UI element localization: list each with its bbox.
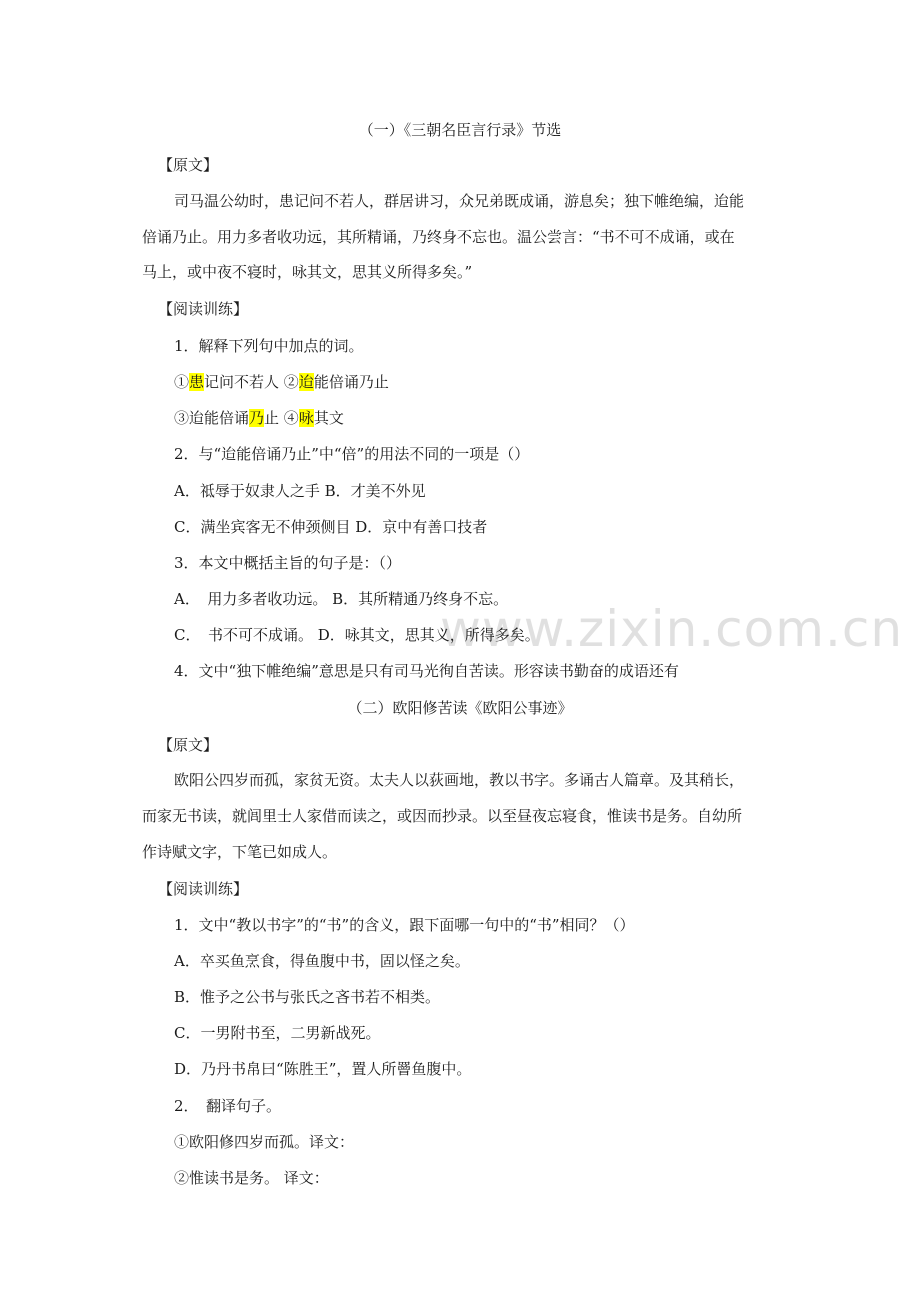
section2-text-line-2: 而家无书读，就闾里士人家借而读之，或因而抄录。以至昼夜忘寝食，惟读书是务。自幼所 [142, 807, 743, 825]
section1-yuanwen-label: 【原文】 [158, 156, 219, 174]
section2-training-label: 【阅读训练】 [158, 880, 249, 898]
q1-item-a-highlight: 患 [189, 373, 205, 391]
section2-q2-item-b: ②惟读书是务。 译文： [174, 1169, 329, 1187]
section1-text-line-3: 马上，或中夜不寝时，咏其文，思其义所得多矣。” [142, 263, 473, 281]
q1-item-d-rest: 其文 [313, 409, 344, 427]
q1-item-b-highlight: 迨 [298, 373, 314, 391]
section1-q1-items-line-1 [174, 371, 920, 393]
section2-q1-option-d: D．乃丹书帛曰“陈胜王”，置人所罾鱼腹中。 [174, 1060, 472, 1078]
section1-title: （一）《三朝名臣言行录》节选 [358, 121, 562, 139]
section1-question-3: 3．本文中概括主旨的句子是：（） [174, 554, 402, 572]
section2-question-2: 2． 翻译句子。 [174, 1097, 282, 1115]
section1-q2-options-cd: C．满坐宾客无不伸颈侧目 D．京中有善口技者 [174, 518, 488, 536]
section2-title: （二）欧阳修苦读《欧阳公事迹》 [347, 699, 573, 717]
section1-q3-options-ab: A． 用力多者收功远。 B．其所精通乃终身不忘。 [174, 590, 509, 608]
q1-item-b-rest: 能倍诵乃止 [313, 373, 389, 391]
section2-question-1: 1．文中“教以书字”的“书”的含义，跟下面哪一句中的“书”相同？（） [174, 916, 635, 934]
section2-text-line-1: 欧阳公四岁而孤，家贫无资。太夫人以荻画地，教以书字。多诵古人篇章。及其稍长， [174, 771, 745, 789]
section2-yuanwen-label: 【原文】 [158, 736, 219, 754]
section2-text-line-3: 作诗赋文字，下笔已如成人。 [142, 843, 338, 861]
q1-item-a-rest: 记问不若人 ② [204, 373, 299, 391]
q1-item-c-highlight: 乃 [249, 409, 265, 427]
section2-q1-option-c: C．一男附书至，二男新战死。 [174, 1024, 381, 1042]
section1-text-line-2: 倍诵乃止。用力多者收功远，其所精诵，乃终身不忘也。温公尝言：“书不可不成诵，或在 [142, 228, 735, 246]
section1-training-label: 【阅读训练】 [158, 300, 249, 318]
q1-item-a-num: ① [174, 373, 190, 391]
section1-question-1: 1．解释下列句中加点的词。 [174, 337, 364, 355]
watermark: www.zixin.com.cn [440, 600, 904, 658]
section2-q1-option-b: B．惟予之公书与张氏之吝书若不相类。 [174, 988, 441, 1006]
section1-q2-options-ab: A．祗辱于奴隶人之手 B．才美不外见 [174, 482, 426, 500]
section1-question-4: 4．文中“独下帷绝编”意思是只有司马光徇自苦读。形容读书勤奋的成语还有 [174, 662, 679, 680]
section2-q1-option-a: A．卒买鱼烹食，得鱼腹中书，固以怪之矣。 [174, 952, 470, 970]
q1-item-d-highlight: 咏 [298, 409, 314, 427]
q1-item-c-rest: 止 ④ [264, 409, 299, 427]
section2-q2-item-a: ①欧阳修四岁而孤。译文： [174, 1133, 355, 1151]
section1-text-line-1: 司马温公幼时，患记问不若人，群居讲习，众兄弟既成诵，游息矣；独下帷绝编，迨能 [174, 192, 745, 210]
section1-question-2: 2．与“迨能倍诵乃止”中“倍”的用法不同的一项是（） [174, 445, 530, 463]
section1-q1-items-line-2 [174, 407, 920, 429]
section1-q3-options-cd: C． 书不可不成诵。 D．咏其文，思其义，所得多矣。 [174, 626, 540, 644]
q1-item-c-num: ③迨能倍诵 [174, 409, 250, 427]
